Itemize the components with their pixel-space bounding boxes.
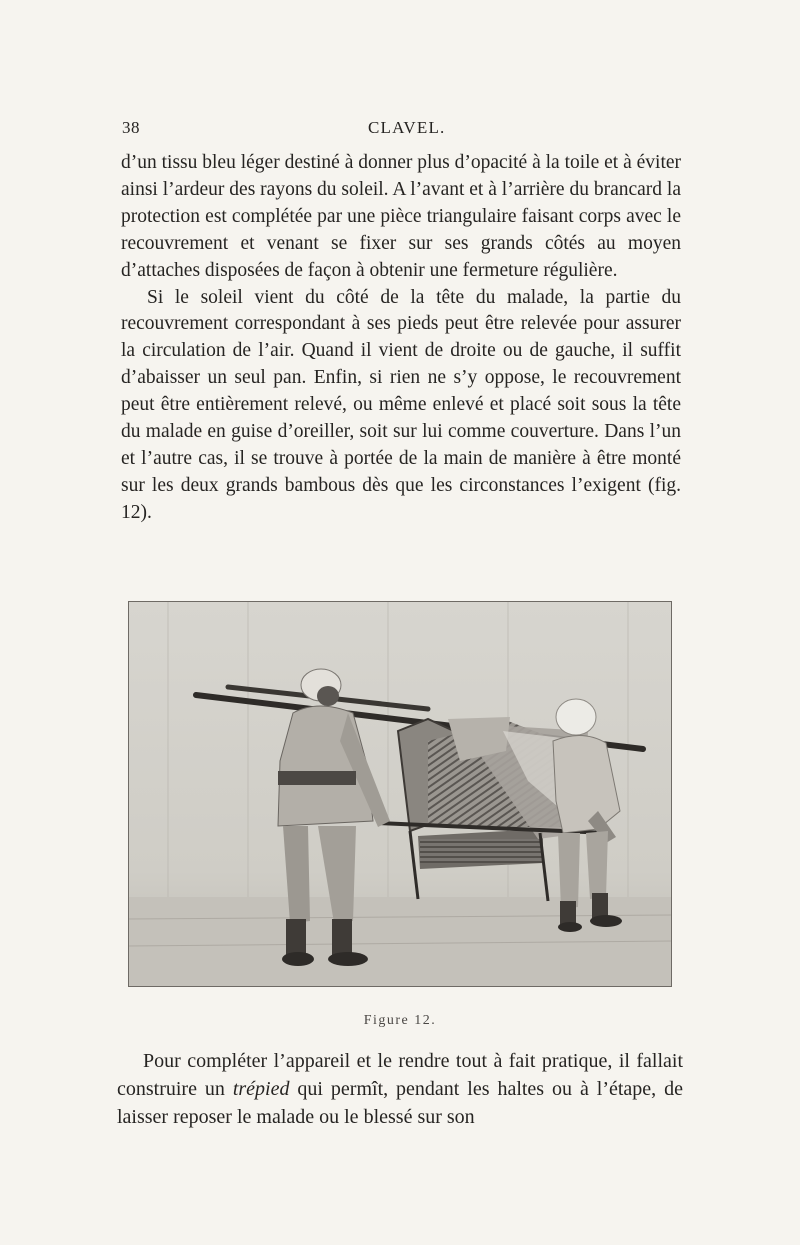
body-text-top — [121, 150, 681, 527]
paragraph-continued — [121, 150, 681, 285]
running-head — [122, 118, 682, 142]
text-line: même enlevé et placé soit sous la tête du malade en guise — [121, 394, 681, 443]
page-number: 38 — [122, 118, 140, 137]
paragraph-tripod — [117, 1047, 683, 1131]
body-text-bottom — [117, 1047, 683, 1131]
text-line: (fig. 12). — [121, 474, 682, 523]
text-line: oppose, le recouvrement peut être entièrement relevé, ou — [121, 367, 682, 416]
text-line: sur les deux grands bambous dès que les circonstances l’exigent — [121, 474, 641, 496]
text-line: recouvrement correspondant à ses pieds peut être relevée pour — [121, 313, 620, 335]
text-fragment: qui permît, pendant les haltes — [289, 1078, 545, 1100]
paragraph-sun — [121, 285, 681, 527]
text-line: d’un tissu bleu léger destiné à donner plus d’opacité à la toile — [121, 152, 600, 173]
text-line: et à éviter ainsi l’ardeur des rayons du soleil. A l’avant et à — [121, 152, 682, 200]
text-line: l’arrière du brancard la protection est complétée par une pièce — [121, 178, 681, 227]
text-line: Si le soleil vient du côté de la tête du malade, la partie du — [147, 286, 681, 308]
figure-caption: Figure 12. — [363, 1013, 437, 1028]
figure-photograph — [128, 601, 672, 987]
text-line: assurer la circulation de l’air. Quand il vient de droite ou de — [121, 313, 681, 362]
text-line: à obtenir une fermeture régulière. — [356, 259, 618, 281]
text-line: gauche, il suffit d’abaisser un seul pan. Enfin, si rien ne s’y — [121, 340, 681, 389]
text-line: d’oreiller, soit sur lui comme couverture. Dans l’un et l’autre — [121, 421, 681, 469]
text-fragment: il fallait construire un — [117, 1050, 683, 1100]
text-line: Pour compléter l’appareil et le rendre tout à fait pratique, — [143, 1050, 613, 1072]
stretcher-photo-illustration — [128, 601, 672, 987]
text-line: triangulaire faisant corps avec le recouvrement et venant se — [121, 205, 681, 254]
running-title: CLAVEL. — [368, 118, 446, 137]
text-line: ou à l’étape, de laisser reposer le malade ou le blessé sur son — [117, 1078, 683, 1128]
text-line: cas, il se trouve à portée de la main de manière à être monté — [198, 447, 681, 469]
text-line: fixer sur ses grands côtés au moyen d’attaches disposées de façon — [121, 232, 681, 281]
emphasis-tripod: trépied — [232, 1078, 290, 1100]
